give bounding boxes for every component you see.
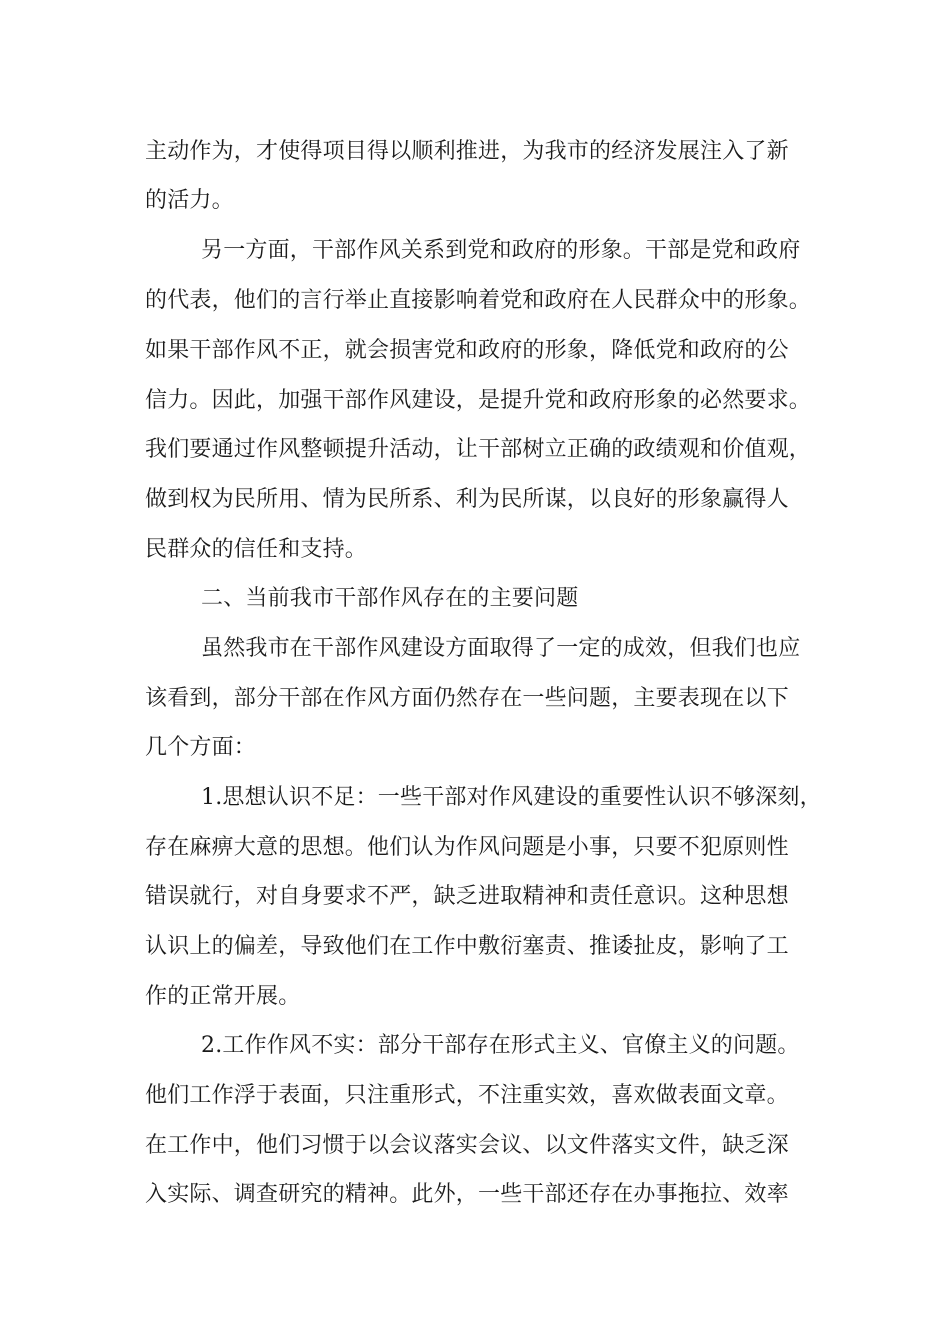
text-line: 我们要通过作风整顿提升活动，让干部树立正确的政绩观和价值观，	[145, 437, 812, 462]
text-line: 民群众的信任和支持。	[145, 537, 368, 562]
text-line: 如果干部作风不正，就会损害党和政府的形象，降低党和政府的公	[145, 338, 789, 363]
text-line: 认识上的偏差，导致他们在工作中敷衍塞责、推诿扯皮，影响了工	[145, 934, 789, 959]
text-line: 错误就行，对自身要求不严，缺乏进取精神和责任意识。这种思想	[145, 884, 789, 909]
list-item-2-start: 2.工作作风不实：部分干部存在形式主义、官僚主义的问题。	[201, 1033, 800, 1058]
paragraph-start-line: 另一方面，干部作风关系到党和政府的形象。干部是党和政府	[201, 238, 801, 263]
text-line: 的代表，他们的言行举止直接影响着党和政府在人民群众中的形象。	[145, 288, 812, 313]
text-line: 主动作为，才使得项目得以顺利推进，为我市的经济发展注入了新	[145, 139, 789, 164]
text-line: 的活力。	[145, 188, 234, 213]
text-line: 几个方面：	[145, 735, 257, 760]
text-line: 存在麻痹大意的思想。他们认为作风问题是小事，只要不犯原则性	[145, 835, 789, 860]
text-line: 作的正常开展。	[145, 984, 301, 1009]
text-line: 入实际、调查研究的精神。此外，一些干部还存在办事拖拉、效率	[145, 1182, 789, 1207]
text-line: 信力。因此，加强干部作风建设，是提升党和政府形象的必然要求。	[145, 388, 812, 413]
text-line: 该看到，部分干部在作风方面仍然存在一些问题，主要表现在以下	[145, 686, 789, 711]
list-item-1-start: 1.思想认识不足：一些干部对作风建设的重要性认识不够深刻，	[201, 785, 822, 810]
section-heading: 二、当前我市干部作风存在的主要问题	[201, 586, 579, 611]
text-line: 做到权为民所用、情为民所系、利为民所谋，以良好的形象赢得人	[145, 487, 789, 512]
text-line: 他们工作浮于表面，只注重形式，不注重实效，喜欢做表面文章。	[145, 1083, 789, 1108]
text-line: 在工作中，他们习惯于以会议落实会议、以文件落实文件，缺乏深	[145, 1133, 789, 1158]
paragraph-start-line: 虽然我市在干部作风建设方面取得了一定的成效，但我们也应	[201, 636, 801, 661]
